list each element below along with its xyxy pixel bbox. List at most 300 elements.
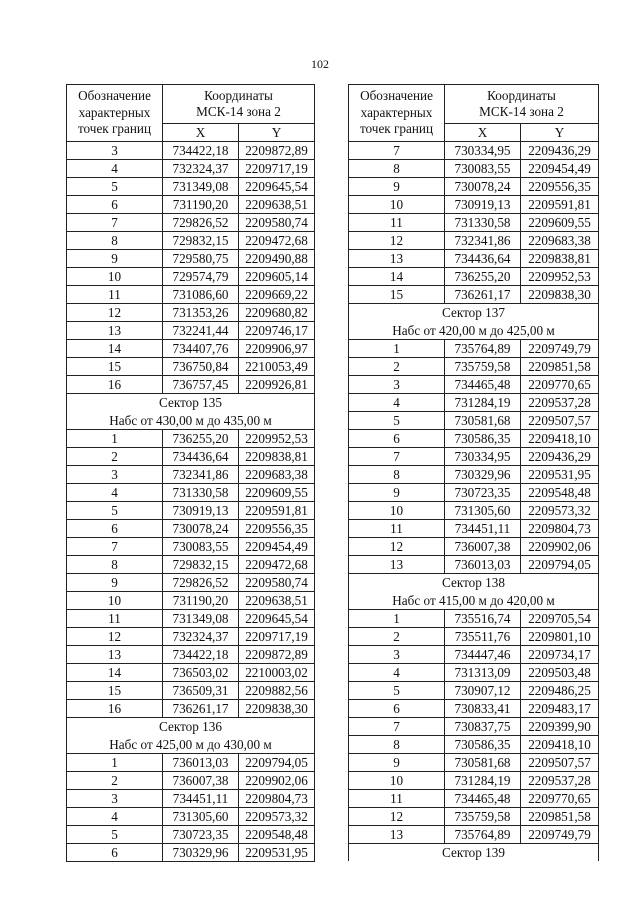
x-coordinate: 731305,60 bbox=[163, 808, 239, 826]
y-coordinate: 2209717,19 bbox=[239, 160, 315, 178]
table-row bbox=[67, 322, 315, 340]
y-coordinate: 2209486,25 bbox=[521, 682, 599, 700]
x-coordinate: 731349,08 bbox=[163, 178, 239, 196]
x-coordinate: 732341,86 bbox=[445, 232, 521, 250]
y-coordinate: 2210053,49 bbox=[239, 358, 315, 376]
y-coordinate: 2209902,06 bbox=[521, 538, 599, 556]
point-number: 8 bbox=[349, 736, 445, 754]
table-row bbox=[349, 448, 599, 466]
sector-header-row bbox=[67, 718, 315, 754]
x-coordinate: 730581,68 bbox=[445, 754, 521, 772]
point-number: 1 bbox=[349, 340, 445, 358]
point-number: 13 bbox=[67, 322, 163, 340]
y-coordinate: 2209749,79 bbox=[521, 340, 599, 358]
table-row bbox=[67, 376, 315, 394]
sector-height-range: Набс от 425,00 м до 430,00 м bbox=[109, 736, 272, 752]
x-header: X bbox=[163, 124, 239, 142]
point-number: 4 bbox=[67, 160, 163, 178]
y-coordinate: 2209669,22 bbox=[239, 286, 315, 304]
table-row bbox=[67, 484, 315, 502]
table-row bbox=[67, 592, 315, 610]
label-line: характерных bbox=[78, 104, 151, 120]
point-number: 9 bbox=[67, 250, 163, 268]
x-coordinate: 734451,11 bbox=[163, 790, 239, 808]
x-coordinate: 736757,45 bbox=[163, 376, 239, 394]
point-number: 11 bbox=[349, 520, 445, 538]
y-coordinate: 2210003,02 bbox=[239, 664, 315, 682]
y-coordinate: 2209746,17 bbox=[239, 322, 315, 340]
point-number: 12 bbox=[349, 232, 445, 250]
x-coordinate: 734436,64 bbox=[163, 448, 239, 466]
point-number: 7 bbox=[349, 448, 445, 466]
sector-header bbox=[349, 844, 599, 862]
sector-height-range: Набс от 430,00 м до 435,00 м bbox=[109, 412, 272, 428]
table-row bbox=[349, 700, 599, 718]
label-line: Обозначение bbox=[360, 88, 433, 104]
coordinates-table-left bbox=[66, 84, 315, 862]
y-coordinate: 2209770,65 bbox=[521, 376, 599, 394]
table-row bbox=[67, 268, 315, 286]
x-coordinate: 729832,15 bbox=[163, 556, 239, 574]
point-number: 2 bbox=[349, 628, 445, 646]
x-coordinate: 736007,38 bbox=[445, 538, 521, 556]
point-number: 6 bbox=[67, 520, 163, 538]
y-coordinate: 2209490,88 bbox=[239, 250, 315, 268]
y-coordinate: 2209418,10 bbox=[521, 430, 599, 448]
page-number: 102 bbox=[311, 57, 329, 71]
y-coordinate: 2209801,10 bbox=[521, 628, 599, 646]
table-row bbox=[349, 250, 599, 268]
table-row bbox=[67, 286, 315, 304]
table-row bbox=[349, 736, 599, 754]
y-coordinate: 2209609,55 bbox=[521, 214, 599, 232]
x-coordinate: 730919,13 bbox=[445, 196, 521, 214]
table-row bbox=[349, 808, 599, 826]
point-number: 1 bbox=[67, 754, 163, 772]
y-coordinate: 2209609,55 bbox=[239, 484, 315, 502]
y-coordinate: 2209952,53 bbox=[239, 430, 315, 448]
table-row bbox=[67, 556, 315, 574]
x-coordinate: 736261,17 bbox=[163, 700, 239, 718]
label-line: точек границ bbox=[359, 121, 434, 137]
table-row bbox=[67, 808, 315, 826]
label-line: Обозначение bbox=[78, 88, 151, 104]
table-row bbox=[67, 178, 315, 196]
point-number: 8 bbox=[349, 466, 445, 484]
y-coordinate: 2209838,30 bbox=[239, 700, 315, 718]
right-table-body bbox=[349, 142, 599, 862]
y-coordinate: 2209399,90 bbox=[521, 718, 599, 736]
table-row bbox=[349, 646, 599, 664]
table-row bbox=[67, 160, 315, 178]
table-row bbox=[67, 844, 315, 862]
coordinates-header bbox=[163, 85, 315, 124]
table-row bbox=[349, 214, 599, 232]
point-number: 4 bbox=[349, 664, 445, 682]
x-coordinate: 736750,84 bbox=[163, 358, 239, 376]
y-header: Y bbox=[521, 124, 599, 142]
y-coordinate: 2209705,54 bbox=[521, 610, 599, 628]
x-coordinate: 731305,60 bbox=[445, 502, 521, 520]
point-number: 12 bbox=[349, 538, 445, 556]
table-row bbox=[349, 718, 599, 736]
point-number: 12 bbox=[349, 808, 445, 826]
y-coordinate: 2209851,58 bbox=[521, 808, 599, 826]
x-coordinate: 736013,03 bbox=[445, 556, 521, 574]
point-number: 7 bbox=[349, 718, 445, 736]
y-coordinate: 2209556,35 bbox=[239, 520, 315, 538]
y-coordinate: 2209591,81 bbox=[239, 502, 315, 520]
table-row bbox=[67, 610, 315, 628]
point-number: 1 bbox=[67, 430, 163, 448]
y-coordinate: 2209838,81 bbox=[521, 250, 599, 268]
x-coordinate: 729826,52 bbox=[163, 574, 239, 592]
point-number: 10 bbox=[349, 196, 445, 214]
table-row bbox=[349, 610, 599, 628]
left-table-body bbox=[67, 142, 315, 862]
table-row bbox=[67, 754, 315, 772]
x-coordinate: 730083,55 bbox=[163, 538, 239, 556]
x-coordinate: 729580,75 bbox=[163, 250, 239, 268]
y-coordinate: 2209507,57 bbox=[521, 412, 599, 430]
x-coordinate: 732241,44 bbox=[163, 322, 239, 340]
table-row bbox=[349, 484, 599, 502]
point-number: 1 bbox=[349, 610, 445, 628]
point-number: 5 bbox=[67, 826, 163, 844]
point-number: 5 bbox=[67, 502, 163, 520]
x-coordinate: 730078,24 bbox=[445, 178, 521, 196]
y-coordinate: 2209580,74 bbox=[239, 214, 315, 232]
table-row bbox=[67, 196, 315, 214]
table-row bbox=[67, 664, 315, 682]
table-row bbox=[67, 520, 315, 538]
table-row bbox=[349, 538, 599, 556]
table-row bbox=[349, 682, 599, 700]
y-coordinate: 2209537,28 bbox=[521, 772, 599, 790]
y-coordinate: 2209838,30 bbox=[521, 286, 599, 304]
x-coordinate: 730078,24 bbox=[163, 520, 239, 538]
x-coordinate: 730837,75 bbox=[445, 718, 521, 736]
table-row bbox=[349, 556, 599, 574]
table-row bbox=[67, 232, 315, 250]
sector-header-row bbox=[349, 574, 599, 610]
x-coordinate: 734436,64 bbox=[445, 250, 521, 268]
point-number: 11 bbox=[67, 610, 163, 628]
sector-header-row bbox=[67, 394, 315, 430]
y-coordinate: 2209645,54 bbox=[239, 178, 315, 196]
x-coordinate: 734465,48 bbox=[445, 376, 521, 394]
y-coordinate: 2209503,48 bbox=[521, 664, 599, 682]
point-number: 6 bbox=[349, 430, 445, 448]
sector-header-row bbox=[349, 844, 599, 862]
x-coordinate: 735516,74 bbox=[445, 610, 521, 628]
x-coordinate: 731330,58 bbox=[445, 214, 521, 232]
x-coordinate: 730723,35 bbox=[445, 484, 521, 502]
point-number: 9 bbox=[349, 754, 445, 772]
y-coordinate: 2209573,32 bbox=[239, 808, 315, 826]
point-number: 8 bbox=[67, 556, 163, 574]
x-coordinate: 736503,02 bbox=[163, 664, 239, 682]
table-row bbox=[349, 754, 599, 772]
label-line: точек границ bbox=[77, 121, 152, 137]
sector-title: Сектор 135 bbox=[159, 395, 222, 411]
table-row bbox=[349, 358, 599, 376]
table-row bbox=[349, 286, 599, 304]
table-row bbox=[349, 268, 599, 286]
coordinate-system: МСК-14 зона 2 bbox=[196, 104, 281, 119]
x-coordinate: 736509,31 bbox=[163, 682, 239, 700]
point-number: 9 bbox=[349, 178, 445, 196]
x-coordinate: 730723,35 bbox=[163, 826, 239, 844]
point-number: 14 bbox=[349, 268, 445, 286]
sector-header bbox=[349, 304, 599, 340]
x-coordinate: 732324,37 bbox=[163, 628, 239, 646]
sector-title: Сектор 136 bbox=[159, 719, 222, 735]
y-coordinate: 2209580,74 bbox=[239, 574, 315, 592]
point-number: 13 bbox=[349, 250, 445, 268]
y-coordinate: 2209591,81 bbox=[521, 196, 599, 214]
x-coordinate: 734422,18 bbox=[163, 142, 239, 160]
label-line: характерных bbox=[360, 104, 433, 120]
x-coordinate: 731353,26 bbox=[163, 304, 239, 322]
point-number: 10 bbox=[67, 268, 163, 286]
point-number: 2 bbox=[67, 448, 163, 466]
sector-header bbox=[349, 574, 599, 610]
table-row bbox=[349, 466, 599, 484]
point-number: 9 bbox=[67, 574, 163, 592]
table-row bbox=[349, 340, 599, 358]
sector-title: Сектор 139 bbox=[442, 845, 505, 860]
y-coordinate: 2209804,73 bbox=[239, 790, 315, 808]
x-coordinate: 732341,86 bbox=[163, 466, 239, 484]
y-coordinate: 2209683,38 bbox=[239, 466, 315, 484]
point-number: 6 bbox=[67, 844, 163, 862]
y-coordinate: 2209436,29 bbox=[521, 448, 599, 466]
y-coordinate: 2209734,17 bbox=[521, 646, 599, 664]
table-row bbox=[349, 232, 599, 250]
point-number: 16 bbox=[67, 376, 163, 394]
point-number: 7 bbox=[67, 214, 163, 232]
x-coordinate: 735511,76 bbox=[445, 628, 521, 646]
x-coordinate: 730334,95 bbox=[445, 448, 521, 466]
point-number: 3 bbox=[349, 376, 445, 394]
x-coordinate: 731284,19 bbox=[445, 394, 521, 412]
x-coordinate: 731086,60 bbox=[163, 286, 239, 304]
table-row bbox=[67, 358, 315, 376]
x-coordinate: 730334,95 bbox=[445, 142, 521, 160]
sector-title: Сектор 138 bbox=[442, 575, 505, 591]
sector-title: Сектор 137 bbox=[442, 305, 505, 321]
point-number: 4 bbox=[67, 808, 163, 826]
table-row bbox=[67, 682, 315, 700]
point-label-header bbox=[67, 85, 163, 142]
point-number: 12 bbox=[67, 628, 163, 646]
table-row bbox=[67, 502, 315, 520]
x-coordinate: 734447,46 bbox=[445, 646, 521, 664]
x-coordinate: 730907,12 bbox=[445, 682, 521, 700]
x-coordinate: 731330,58 bbox=[163, 484, 239, 502]
point-label-header bbox=[349, 85, 445, 142]
x-coordinate: 731284,19 bbox=[445, 772, 521, 790]
table-row bbox=[349, 412, 599, 430]
table-row bbox=[349, 160, 599, 178]
y-coordinate: 2209872,89 bbox=[239, 142, 315, 160]
sector-header bbox=[67, 718, 315, 754]
y-coordinate: 2209902,06 bbox=[239, 772, 315, 790]
point-number: 5 bbox=[67, 178, 163, 196]
y-coordinate: 2209472,68 bbox=[239, 556, 315, 574]
table-row bbox=[349, 826, 599, 844]
y-coordinate: 2209531,95 bbox=[521, 466, 599, 484]
table-row bbox=[349, 520, 599, 538]
y-coordinate: 2209605,14 bbox=[239, 268, 315, 286]
coordinates-title: Координаты bbox=[487, 87, 556, 103]
y-coordinate: 2209680,82 bbox=[239, 304, 315, 322]
sector-header bbox=[67, 394, 315, 430]
y-coordinate: 2209638,51 bbox=[239, 196, 315, 214]
point-number: 14 bbox=[67, 664, 163, 682]
point-number: 4 bbox=[67, 484, 163, 502]
y-coordinate: 2209838,81 bbox=[239, 448, 315, 466]
table-row bbox=[67, 142, 315, 160]
point-number: 8 bbox=[67, 232, 163, 250]
y-coordinate: 2209483,17 bbox=[521, 700, 599, 718]
table-row bbox=[349, 772, 599, 790]
x-coordinate: 736013,03 bbox=[163, 754, 239, 772]
x-coordinate: 734465,48 bbox=[445, 790, 521, 808]
y-coordinate: 2209906,97 bbox=[239, 340, 315, 358]
point-number: 3 bbox=[67, 142, 163, 160]
table-row bbox=[349, 790, 599, 808]
y-coordinate: 2209882,56 bbox=[239, 682, 315, 700]
table-row bbox=[67, 628, 315, 646]
x-coordinate: 735759,58 bbox=[445, 358, 521, 376]
point-number: 3 bbox=[349, 646, 445, 664]
x-coordinate: 730833,41 bbox=[445, 700, 521, 718]
x-coordinate: 731190,20 bbox=[163, 592, 239, 610]
x-header: X bbox=[445, 124, 521, 142]
point-number: 11 bbox=[67, 286, 163, 304]
table-row bbox=[67, 448, 315, 466]
y-coordinate: 2209770,65 bbox=[521, 790, 599, 808]
coordinates-table-right bbox=[348, 84, 599, 861]
point-number: 5 bbox=[349, 412, 445, 430]
point-number: 15 bbox=[349, 286, 445, 304]
y-coordinate: 2209556,35 bbox=[521, 178, 599, 196]
x-coordinate: 732324,37 bbox=[163, 160, 239, 178]
x-coordinate: 730581,68 bbox=[445, 412, 521, 430]
point-number: 4 bbox=[349, 394, 445, 412]
point-number: 2 bbox=[349, 358, 445, 376]
x-coordinate: 729832,15 bbox=[163, 232, 239, 250]
table-row bbox=[349, 628, 599, 646]
y-coordinate: 2209472,68 bbox=[239, 232, 315, 250]
y-coordinate: 2209683,38 bbox=[521, 232, 599, 250]
x-coordinate: 736007,38 bbox=[163, 772, 239, 790]
table-row bbox=[349, 142, 599, 160]
point-number: 16 bbox=[67, 700, 163, 718]
y-coordinate: 2209645,54 bbox=[239, 610, 315, 628]
x-coordinate: 730919,13 bbox=[163, 502, 239, 520]
y-coordinate: 2209794,05 bbox=[239, 754, 315, 772]
x-coordinate: 735764,89 bbox=[445, 340, 521, 358]
table-row bbox=[67, 646, 315, 664]
table-row bbox=[67, 466, 315, 484]
table-row bbox=[349, 430, 599, 448]
table-row bbox=[67, 214, 315, 232]
x-coordinate: 736255,20 bbox=[445, 268, 521, 286]
x-coordinate: 730329,96 bbox=[163, 844, 239, 862]
point-number: 10 bbox=[349, 502, 445, 520]
table-row bbox=[67, 304, 315, 322]
x-coordinate: 731190,20 bbox=[163, 196, 239, 214]
y-coordinate: 2209454,49 bbox=[521, 160, 599, 178]
y-coordinate: 2209804,73 bbox=[521, 520, 599, 538]
y-coordinate: 2209926,81 bbox=[239, 376, 315, 394]
y-coordinate: 2209638,51 bbox=[239, 592, 315, 610]
table-row bbox=[67, 340, 315, 358]
coordinate-system: МСК-14 зона 2 bbox=[479, 104, 564, 119]
table-row bbox=[67, 250, 315, 268]
x-coordinate: 735764,89 bbox=[445, 826, 521, 844]
table-row bbox=[67, 574, 315, 592]
point-number: 6 bbox=[349, 700, 445, 718]
x-coordinate: 731349,08 bbox=[163, 610, 239, 628]
x-coordinate: 734422,18 bbox=[163, 646, 239, 664]
point-number: 7 bbox=[349, 142, 445, 160]
point-number: 7 bbox=[67, 538, 163, 556]
point-number: 8 bbox=[349, 160, 445, 178]
table-row bbox=[349, 376, 599, 394]
table-row bbox=[67, 826, 315, 844]
x-coordinate: 736261,17 bbox=[445, 286, 521, 304]
y-coordinate: 2209548,48 bbox=[521, 484, 599, 502]
sector-height-range: Набс от 415,00 м до 420,00 м bbox=[392, 592, 555, 608]
x-coordinate: 729826,52 bbox=[163, 214, 239, 232]
point-number: 6 bbox=[67, 196, 163, 214]
table-row bbox=[349, 394, 599, 412]
y-coordinate: 2209851,58 bbox=[521, 358, 599, 376]
point-number: 15 bbox=[67, 358, 163, 376]
point-number: 5 bbox=[349, 682, 445, 700]
table-row bbox=[67, 700, 315, 718]
point-number: 11 bbox=[349, 214, 445, 232]
y-coordinate: 2209952,53 bbox=[521, 268, 599, 286]
point-number: 12 bbox=[67, 304, 163, 322]
x-coordinate: 730329,96 bbox=[445, 466, 521, 484]
table-row bbox=[67, 538, 315, 556]
y-coordinate: 2209454,49 bbox=[239, 538, 315, 556]
y-coordinate: 2209418,10 bbox=[521, 736, 599, 754]
y-coordinate: 2209537,28 bbox=[521, 394, 599, 412]
table-row bbox=[349, 502, 599, 520]
point-number: 11 bbox=[349, 790, 445, 808]
point-number: 14 bbox=[67, 340, 163, 358]
coordinates-header bbox=[445, 85, 599, 124]
y-coordinate: 2209872,89 bbox=[239, 646, 315, 664]
y-coordinate: 2209507,57 bbox=[521, 754, 599, 772]
point-number: 3 bbox=[67, 466, 163, 484]
x-coordinate: 735759,58 bbox=[445, 808, 521, 826]
point-number: 3 bbox=[67, 790, 163, 808]
table-row bbox=[67, 790, 315, 808]
y-coordinate: 2209531,95 bbox=[239, 844, 315, 862]
x-coordinate: 730586,35 bbox=[445, 736, 521, 754]
y-coordinate: 2209436,29 bbox=[521, 142, 599, 160]
y-coordinate: 2209717,19 bbox=[239, 628, 315, 646]
x-coordinate: 730586,35 bbox=[445, 430, 521, 448]
sector-height-range: Набс от 420,00 м до 425,00 м bbox=[392, 322, 555, 338]
